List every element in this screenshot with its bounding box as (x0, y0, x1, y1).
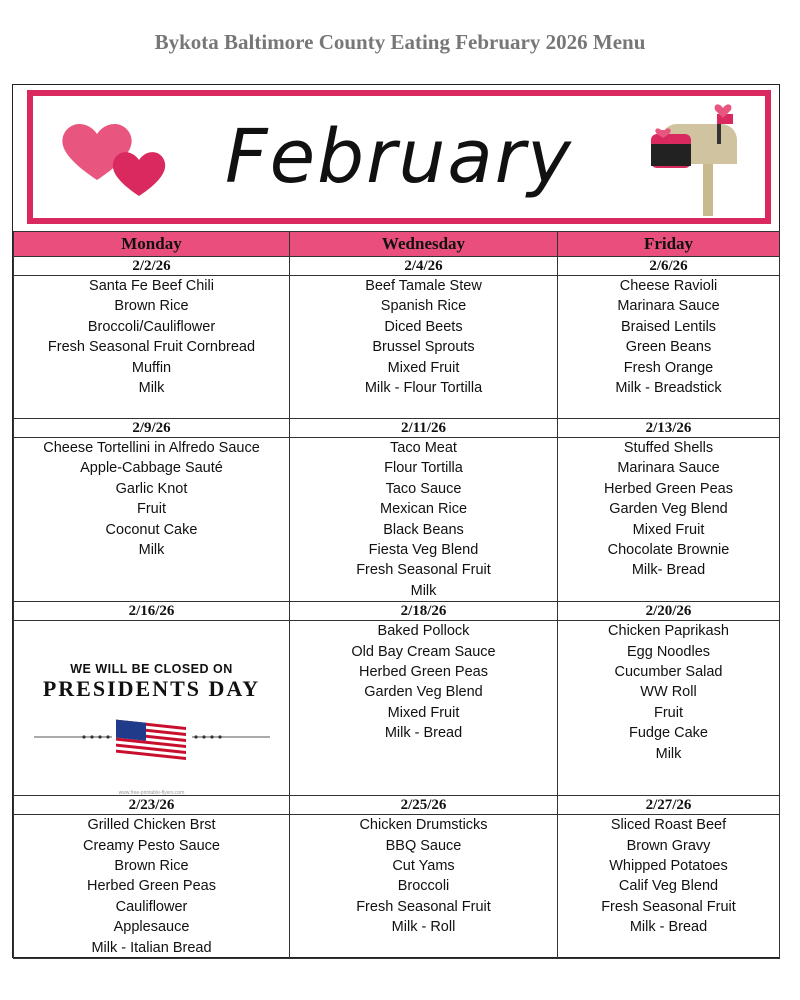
menu-item: Chicken Drumsticks (359, 817, 488, 834)
menu-item: Garden Veg Blend (609, 501, 728, 518)
menu-item: Milk - Bread (384, 725, 463, 742)
menu-item: Baked Pollock (377, 623, 470, 640)
banner-title: February (225, 114, 573, 200)
menu-item: Brown Rice (114, 298, 189, 315)
date-cell: 2/27/26 (558, 796, 780, 815)
menu-cell-wednesday (290, 621, 558, 796)
date-cell: 2/9/26 (14, 419, 290, 438)
menu-item: Fudge Cake (629, 725, 708, 742)
menu-item: Green Beans (625, 339, 712, 356)
menu-item: Black Beans (383, 521, 464, 538)
menu-cell-monday (14, 815, 290, 959)
flyer-source-note: www.free-printable-flyers.com (118, 790, 185, 797)
menu-cell-monday (14, 276, 290, 419)
menu-cell-wednesday (290, 815, 558, 959)
menu-item: Fruit (654, 704, 683, 721)
menu-cell-monday (14, 438, 290, 602)
menu-item: Milk - Italian Bread (91, 939, 212, 956)
date-cell: 2/11/26 (290, 419, 558, 438)
closed-notice (14, 621, 290, 796)
menu-item: Grilled Chicken Brst (87, 817, 216, 834)
menu-item: Broccoli/Cauliflower (87, 318, 216, 335)
menu-cell-wednesday (290, 276, 558, 419)
date-cell: 2/13/26 (558, 419, 780, 438)
menu-item: Marinara Sauce (617, 298, 720, 315)
menu-item: Egg Noodles (626, 643, 711, 660)
menu-item: Flour Tortilla (384, 460, 463, 477)
menu-item: Cucumber Salad (614, 664, 723, 681)
menu-item: Garlic Knot (115, 480, 188, 497)
day-header-monday: Monday (14, 232, 290, 257)
menu-item: Milk (138, 542, 165, 559)
date-cell: 2/20/26 (558, 602, 780, 621)
menu-item: Milk- Bread (631, 562, 706, 579)
menu-item: Cheese Tortellini in Alfredo Sauce (43, 440, 260, 456)
menu-item: Coconut Cake (105, 521, 198, 538)
day-header-wednesday: Wednesday (290, 232, 558, 257)
menu-item: Cauliflower (115, 898, 188, 915)
menu-item: Taco Sauce (385, 480, 462, 497)
page-title: Bykota Baltimore County Eating February 2026 Menu (154, 30, 646, 54)
menu-item: Cut Yams (392, 858, 455, 875)
date-cell: 2/6/26 (558, 257, 780, 276)
us-flag-icon (34, 713, 270, 761)
menu-item: Herbed Green Peas (87, 878, 216, 895)
menu-cell-friday (558, 621, 780, 796)
menu-item: Cheese Ravioli (619, 278, 718, 294)
menu-item: Milk - Breadstick (615, 380, 722, 397)
menu-item: Milk - Flour Tortilla (364, 380, 483, 397)
date-cell: 2/25/26 (290, 796, 558, 815)
date-cell: 2/4/26 (290, 257, 558, 276)
menu-item: Fresh Seasonal Fruit Cornbread (47, 339, 256, 356)
menu-item: Mixed Fruit (632, 521, 705, 538)
menu-item: Spanish Rice (380, 298, 467, 315)
menu-item: Sliced Roast Beef (610, 817, 727, 834)
date-cell: 2/18/26 (290, 602, 558, 621)
day-header-friday: Friday (558, 232, 780, 257)
menu-item: Milk - Bread (629, 919, 708, 936)
date-cell: 2/16/26 (14, 602, 290, 621)
menu-item: Mixed Fruit (387, 704, 460, 721)
february-banner (27, 90, 771, 224)
menu-item: Fiesta Veg Blend (368, 542, 479, 559)
menu-cell-friday (558, 276, 780, 419)
menu-item: Mexican Rice (379, 501, 468, 518)
menu-item: Fruit (137, 501, 166, 518)
menu-cell-friday (558, 815, 780, 959)
menu-table (13, 231, 780, 959)
menu-item: Chocolate Brownie (607, 542, 730, 559)
menu-item: Garden Veg Blend (364, 684, 483, 701)
date-cell: 2/2/26 (14, 257, 290, 276)
menu-item: Beef Tamale Stew (365, 278, 482, 294)
menu-item: Milk (410, 582, 437, 599)
menu-item: Milk (138, 380, 165, 397)
menu-item: Chicken Paprikash (608, 623, 729, 640)
menu-item: Applesauce (113, 919, 190, 936)
mailbox-icon (647, 100, 747, 218)
menu-item: Apple-Cabbage Sauté (80, 460, 223, 477)
menu-frame (12, 84, 780, 958)
menu-item: Milk (655, 745, 682, 762)
menu-item: Stuffed Shells (623, 440, 714, 456)
menu-item: Milk - Roll (391, 919, 456, 936)
menu-item: Muffin (131, 359, 172, 376)
menu-cell-friday (558, 438, 780, 602)
date-cell: 2/23/26 (14, 796, 290, 815)
menu-item: Braised Lentils (620, 318, 717, 335)
closed-notice-line1: WE WILL BE CLOSED ON (70, 662, 233, 677)
menu-item: Santa Fe Beef Chili (89, 278, 214, 294)
menu-item: Mixed Fruit (387, 359, 460, 376)
menu-item: Taco Meat (390, 440, 457, 456)
menu-item: Whipped Potatoes (609, 858, 728, 875)
menu-item: Calif Veg Blend (618, 878, 719, 895)
menu-item: Old Bay Cream Sauce (351, 643, 496, 660)
menu-cell-wednesday (290, 438, 558, 602)
menu-item: Brown Gravy (626, 837, 711, 854)
menu-item: Creamy Pesto Sauce (82, 837, 220, 854)
menu-item: Fresh Seasonal Fruit (356, 898, 491, 915)
menu-item: Broccoli (397, 878, 450, 895)
menu-item: BBQ Sauce (385, 837, 462, 854)
menu-item: Herbed Green Peas (604, 480, 733, 497)
menu-item: Fresh Seasonal Fruit (356, 562, 491, 579)
menu-item: Marinara Sauce (617, 460, 720, 477)
menu-item: Diced Beets (384, 318, 463, 335)
menu-item: WW Roll (640, 684, 697, 701)
closed-notice-line2: PRESIDENTS DAY (42, 676, 261, 702)
menu-item: Brussel Sprouts (372, 339, 475, 356)
menu-item: Herbed Green Peas (359, 664, 488, 681)
menu-item: Brown Rice (114, 858, 189, 875)
menu-item: Fresh Orange (623, 359, 714, 376)
menu-item: Fresh Seasonal Fruit (601, 898, 736, 915)
